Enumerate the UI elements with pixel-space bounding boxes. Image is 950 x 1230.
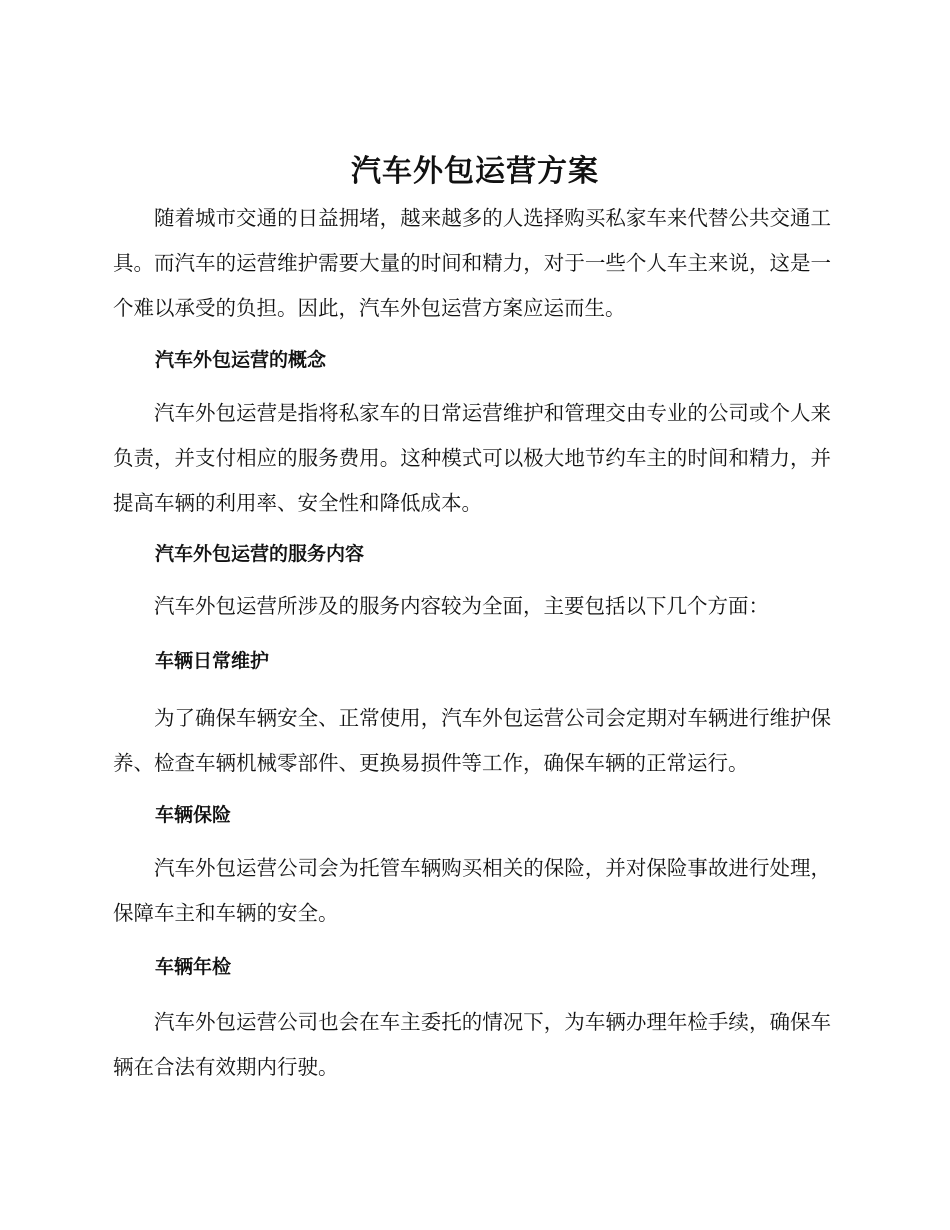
section-body-services: 汽车外包运营所涉及的服务内容较为全面，主要包括以下几个方面： — [154, 594, 769, 618]
section-body-concept: 汽车外包运营是指将私家车的日常运营维护和管理交由专业的公司或个人来负责，并支付相应的服务费用。这种模式可以极大地节约车主的时间和精力，并提高车辆的利用率、安全性和降低成本。 — [113, 401, 831, 515]
section-body-inspection-block — [113, 1000, 831, 1090]
intro-paragraph-block — [113, 196, 831, 331]
section-heading-insurance-block — [113, 800, 831, 830]
section-body-maintenance-block — [113, 696, 831, 786]
section-heading-insurance: 车辆保险 — [155, 804, 232, 826]
document-title: 汽车外包运营方案 — [351, 154, 599, 189]
section-heading-services: 汽车外包运营的服务内容 — [155, 543, 365, 565]
section-heading-concept-block — [113, 345, 831, 375]
intro-paragraph: 随着城市交通的日益拥堵，越来越多的人选择购买私家车来代替公共交通工具。而汽车的运营维护需要大量的时间和精力，对于一些个人车主来说，这是一个难以承受的负担。因此，汽车外包运营方案应运而生。 — [113, 206, 831, 320]
section-body-concept-block — [113, 391, 831, 526]
section-body-insurance-block — [113, 846, 831, 936]
section-body-insurance: 汽车外包运营公司会为托管车辆购买相关的保险，并对保险事故进行处理，保障车主和车辆的安全。 — [113, 856, 831, 925]
section-heading-services-block — [113, 539, 831, 569]
section-heading-inspection: 车辆年检 — [155, 956, 232, 978]
section-heading-maintenance: 车辆日常维护 — [155, 650, 270, 672]
section-body-inspection: 汽车外包运营公司也会在车主委托的情况下，为车辆办理年检手续，确保车辆在合法有效期内行驶。 — [113, 1010, 831, 1079]
section-body-maintenance: 为了确保车辆安全、正常使用，汽车外包运营公司会定期对车辆进行维护保养、检查车辆机械零部件、更换易损件等工作，确保车辆的正常运行。 — [113, 706, 831, 775]
section-heading-concept: 汽车外包运营的概念 — [155, 349, 327, 371]
section-body-services-block — [113, 584, 831, 629]
section-heading-maintenance-block — [113, 646, 831, 676]
section-heading-inspection-block — [113, 952, 831, 982]
